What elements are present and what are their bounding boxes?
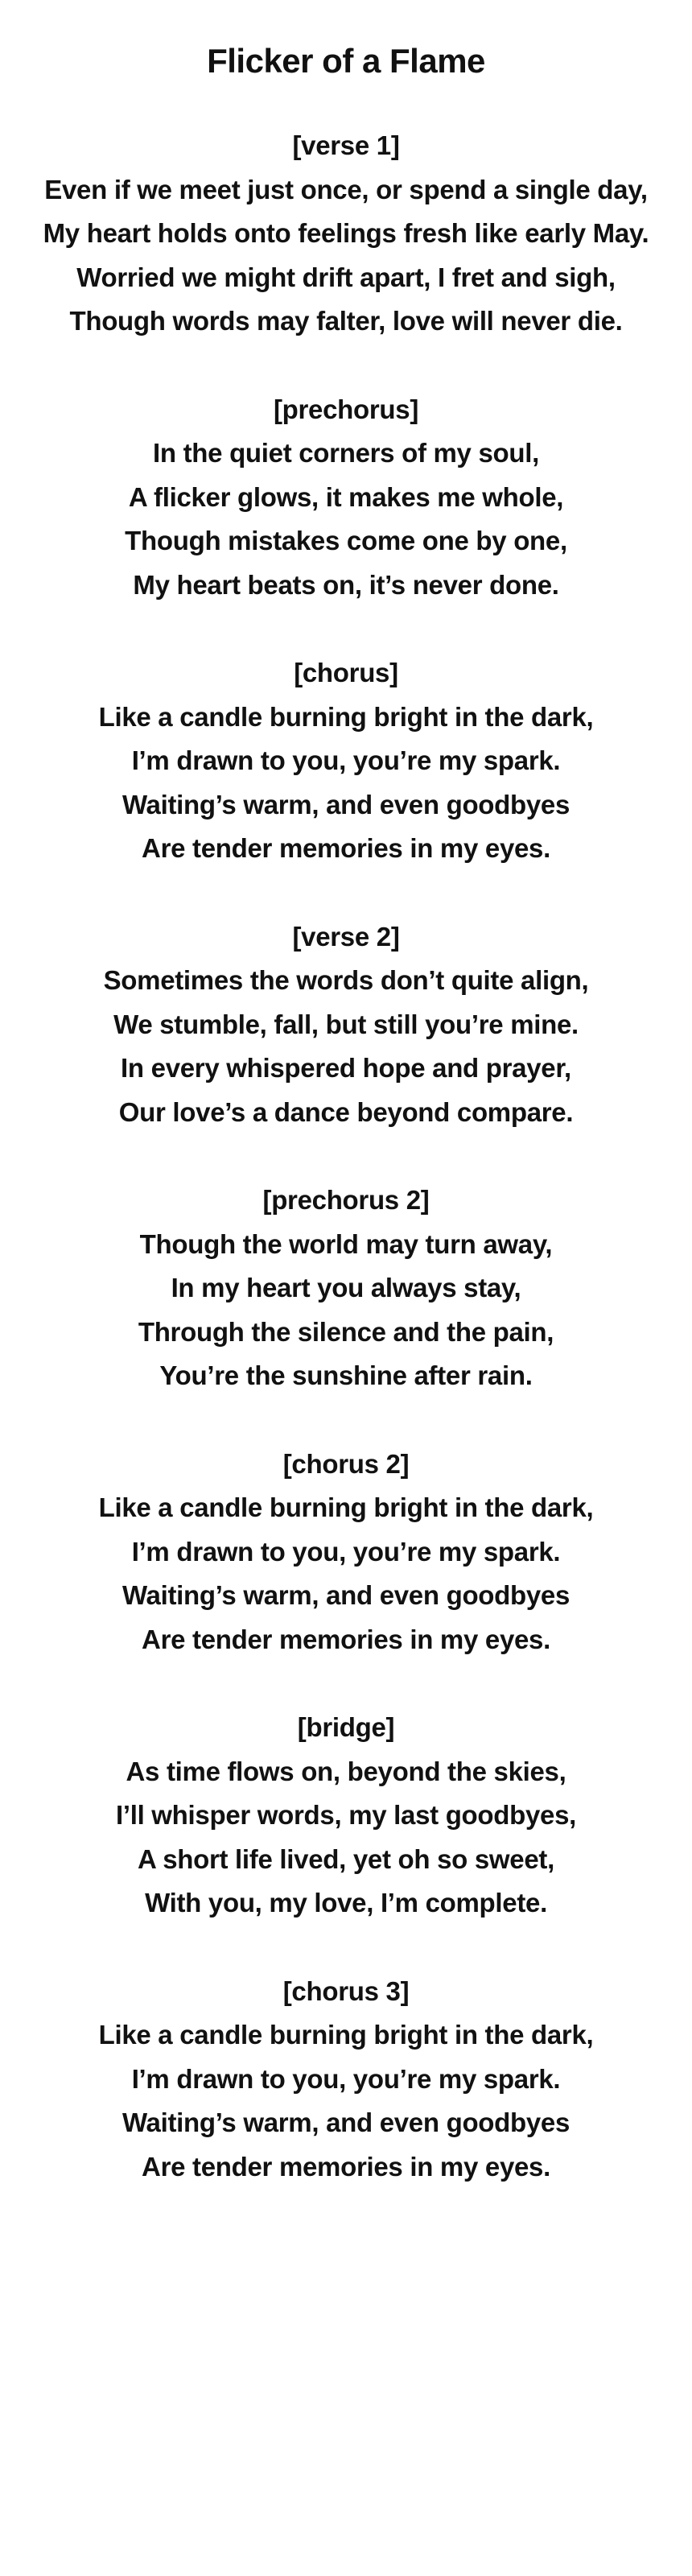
section-tag: [verse 2] xyxy=(292,921,400,952)
section-tag: [chorus 2] xyxy=(282,1448,410,1479)
lyric-line: Like a candle burning bright in the dark, xyxy=(98,2020,594,2050)
lyric-line: Though words may falter, love will never die. xyxy=(69,306,623,336)
lyric-line: Through the silence and the pain, xyxy=(138,1316,554,1347)
lyric-line: My heart beats on, it’s never done. xyxy=(133,569,559,600)
lyric-line: Are tender memories in my eyes. xyxy=(142,2151,550,2182)
lyric-line: In every whispered hope and prayer, xyxy=(121,1053,571,1083)
lyric-line: Though mistakes come one by one, xyxy=(125,526,567,555)
lyric-line: In the quiet corners of my soul, xyxy=(153,438,539,468)
lyric-line: Even if we meet just once, or spend a single day, xyxy=(44,174,648,204)
section-tag: [prechorus 2] xyxy=(262,1185,430,1215)
lyric-line: Worried we might drift apart, I fret and sigh, xyxy=(76,262,616,292)
lyric-line: Waiting’s warm, and even goodbyes xyxy=(122,1580,570,1610)
section-prechorus xyxy=(0,388,692,608)
lyric-line: Are tender memories in my eyes. xyxy=(142,1624,550,1654)
lyric-line: I’m drawn to you, you’re my spark. xyxy=(131,2063,561,2094)
lyric-line: As time flows on, beyond the skies, xyxy=(126,1756,566,1786)
lyric-line: We stumble, fall, but still you’re mine. xyxy=(113,1009,579,1039)
lyric-line: My heart holds onto feelings fresh like early May. xyxy=(43,218,649,248)
section-tag: [chorus 3] xyxy=(282,1975,410,2006)
lyric-line: I’m drawn to you, you’re my spark. xyxy=(131,745,561,775)
section-verse-1 xyxy=(0,124,692,344)
lyric-line: Waiting’s warm, and even goodbyes xyxy=(122,789,570,819)
lyric-line: I’ll whisper words, my last goodbyes, xyxy=(115,1800,577,1830)
lyric-line: I’m drawn to you, you’re my spark. xyxy=(131,1536,561,1567)
song-title: Flicker of a Flame xyxy=(207,42,485,80)
lyrics-body xyxy=(0,124,692,2189)
section-tag: [bridge] xyxy=(297,1712,395,1742)
section-tag: [verse 1] xyxy=(292,130,400,160)
section-tag: [chorus] xyxy=(294,658,398,687)
lyric-line: A short life lived, yet oh so sweet, xyxy=(138,1843,554,1874)
lyric-line: Our love’s a dance beyond compare. xyxy=(118,1096,574,1127)
section-chorus-3 xyxy=(0,1970,692,2190)
lyric-line: Sometimes the words don’t quite align, xyxy=(103,965,589,995)
lyric-line: Are tender memories in my eyes. xyxy=(142,833,550,863)
section-chorus-2 xyxy=(0,1443,692,1662)
lyric-line: You’re the sunshine after rain. xyxy=(159,1360,533,1390)
lyric-line: Like a candle burning bright in the dark, xyxy=(98,701,594,732)
lyric-line: In my heart you always stay, xyxy=(171,1273,521,1302)
section-tag: [prechorus] xyxy=(273,394,419,424)
lyric-line: Like a candle burning bright in the dark, xyxy=(98,1492,594,1522)
section-prechorus-2 xyxy=(0,1179,692,1398)
section-verse-2 xyxy=(0,915,692,1135)
lyric-line: Waiting’s warm, and even goodbyes xyxy=(122,2107,570,2137)
lyric-line: A flicker glows, it makes me whole, xyxy=(128,481,564,512)
lyric-line: Though the world may turn away, xyxy=(139,1228,553,1259)
lyric-line: With you, my love, I’m complete. xyxy=(145,1888,547,1918)
section-bridge xyxy=(0,1706,692,1926)
section-chorus xyxy=(0,651,692,871)
